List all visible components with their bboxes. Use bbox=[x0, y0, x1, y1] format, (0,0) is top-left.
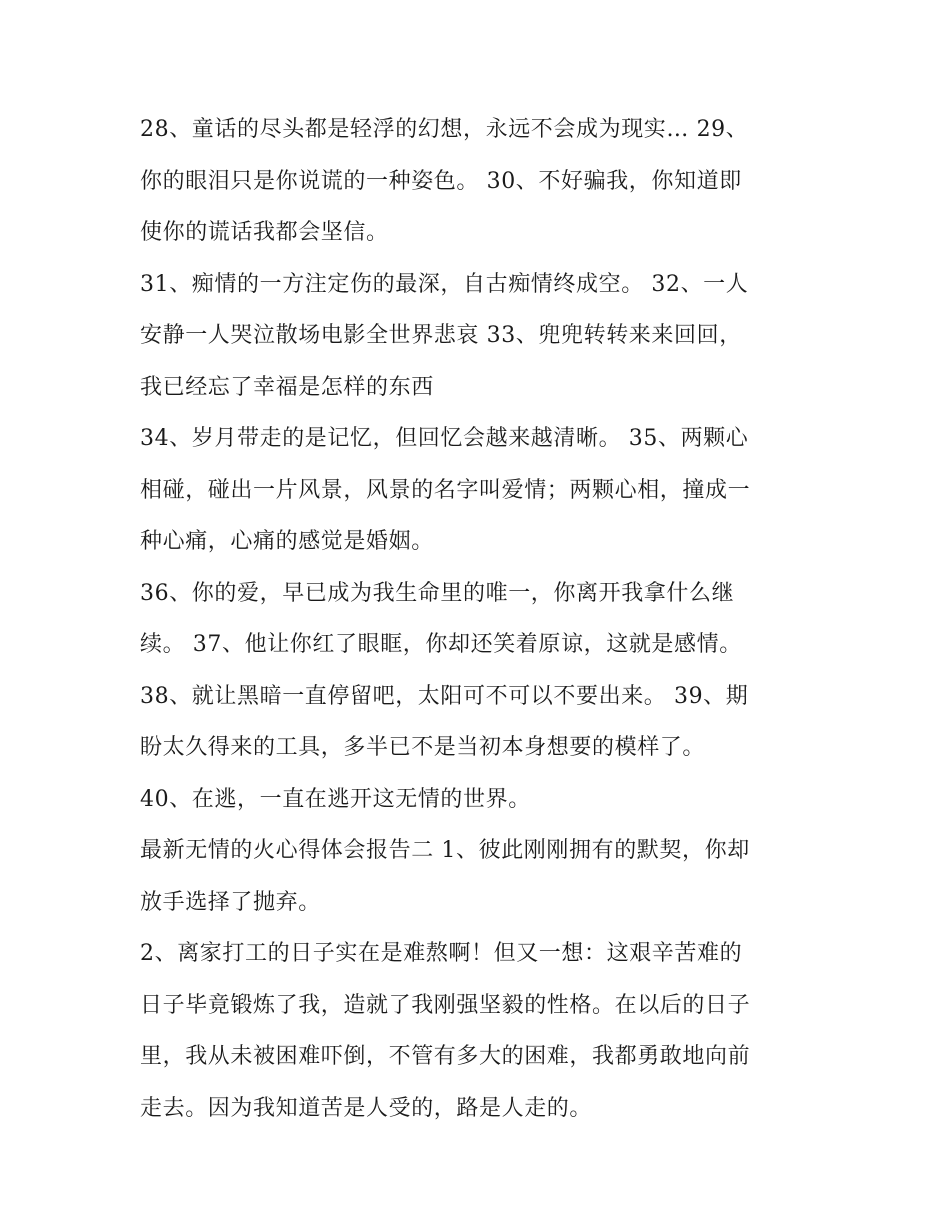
text-line: 36、你的爱，早已成为我生命里的唯一，你离开我拿什么继 bbox=[140, 580, 735, 606]
paragraph-report-2-item-1 bbox=[140, 825, 820, 928]
text-line: 你的眼泪只是你说谎的一种姿色。 30、不好骗我，你知道即 bbox=[140, 168, 742, 194]
text-line: 日子毕竟锻炼了我，造就了我刚强坚毅的性格。在以后的日子 bbox=[140, 992, 751, 1018]
text-line: 2、离家打工的日子实在是难熬啊！但又一想：这艰辛苦难的 bbox=[140, 941, 743, 966]
text-line: 最新无情的火心得体会报告二 1、彼此刚刚拥有的默契，你却 bbox=[140, 838, 750, 863]
document-body bbox=[140, 104, 820, 1134]
text-line: 40、在逃，一直在逃开这无情的世界。 bbox=[140, 786, 531, 812]
text-line: 种心痛，心痛的感觉是婚姻。 bbox=[140, 529, 434, 554]
text-line: 盼太久得来的工具，多半已不是当初本身想要的模样了。 bbox=[140, 735, 706, 760]
text-line: 28、童话的尽头都是轻浮的幻想，永远不会成为现实… 29、 bbox=[140, 117, 749, 142]
text-line: 31、痴情的一方注定伤的最深，自古痴情终成空。 32、一人 bbox=[140, 271, 749, 297]
paragraph-40 bbox=[140, 774, 820, 826]
text-line: 续。 37、他让你红了眼眶，你却还笑着原谅，这就是感情。 bbox=[140, 632, 742, 657]
text-line: 里，我从未被困难吓倒，不管有多大的困难，我都勇敢地向前 bbox=[140, 1044, 751, 1069]
text-line: 使你的谎话我都会坚信。 bbox=[140, 220, 389, 245]
text-line: 走去。因为我知道苦是人受的，路是人走的。 bbox=[140, 1095, 593, 1121]
paragraph-report-2-item-2 bbox=[140, 928, 820, 1134]
paragraph-38-39 bbox=[140, 671, 820, 774]
text-line: 安静一人哭泣散场电影全世界悲哀 33、兜兜转转来来回回， bbox=[140, 323, 742, 348]
paragraph-36-37 bbox=[140, 568, 820, 671]
text-line: 放手选择了抛弃。 bbox=[140, 889, 321, 915]
paragraph-34-35 bbox=[140, 413, 820, 568]
text-line: 38、就让黑暗一直停留吧，太阳可不可以不要出来。 39、期 bbox=[140, 683, 749, 709]
text-line: 34、岁月带走的是记忆，但回忆会越来越清晰。 35、两颗心 bbox=[140, 426, 749, 451]
paragraph-28-30 bbox=[140, 104, 820, 259]
text-line: 我已经忘了幸福是怎样的东西 bbox=[140, 374, 434, 400]
paragraph-31-33 bbox=[140, 259, 820, 414]
text-line: 相碰，碰出一片风景，风景的名字叫爱情；两颗心相，撞成一 bbox=[140, 477, 751, 503]
